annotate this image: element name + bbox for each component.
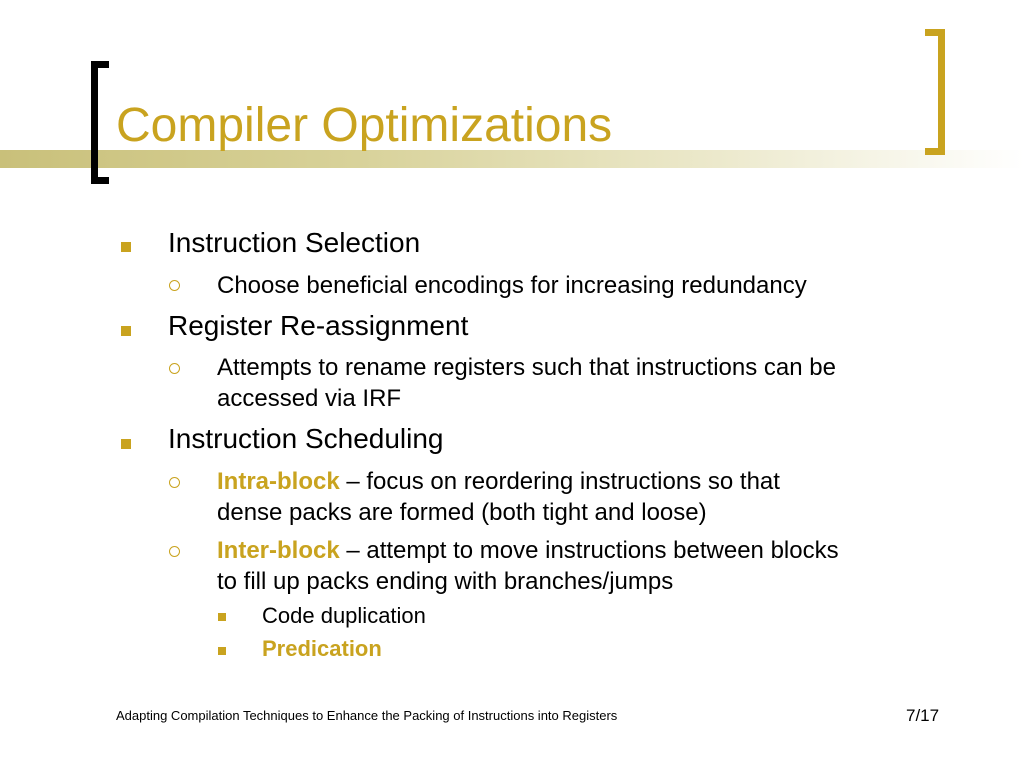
subsubbullet-predication: Predication [262,636,382,661]
bullet-instruction-selection: Instruction Selection [168,227,421,258]
subbullet-line: to fill up packs ending with branches/jumps [217,568,674,595]
right-bracket-decoration [925,29,945,155]
ring-bullet-icon [169,477,180,488]
square-bullet-icon [218,647,226,655]
subbullet-line: accessed via IRF [217,385,402,412]
square-bullet-icon [121,439,131,449]
subbullet-line: Attempts to rename registers such that instructions can be [217,354,836,381]
square-bullet-icon [121,326,131,336]
subbullet-line [217,466,780,497]
bullet-instruction-scheduling: Instruction Scheduling [168,423,444,454]
ring-bullet-icon [169,280,180,291]
ring-bullet-icon [169,546,180,557]
subbullet-inter-block [217,535,839,597]
square-bullet-icon [121,242,131,252]
slide-title: Compiler Optimizations [116,99,613,152]
subbullet-encodings: Choose beneficial encodings for increasing redundancy [217,272,807,299]
subsubbullet-code-duplication: Code duplication [262,603,426,628]
footer-text: Adapting Compilation Techniques to Enhance the Packing of Instructions into Registers [116,708,618,723]
square-bullet-icon [218,613,226,621]
bullet-register-reassignment: Register Re-assignment [168,310,469,341]
highlight-term: Intra-block [217,468,340,495]
subbullet-line [217,535,839,566]
subbullet-line: dense packs are formed (both tight and loose) [217,499,707,526]
highlight-term: Inter-block [217,537,340,564]
subbullet-intra-block [217,466,780,528]
ring-bullet-icon [169,363,180,374]
page-number: 7/17 [906,706,940,725]
subbullet-rename-registers [217,352,836,414]
subbullet-text: – attempt to move instructions between blocks [339,537,839,564]
left-bracket-decoration [91,61,109,184]
subbullet-text: – focus on reordering instructions so that [339,468,780,495]
